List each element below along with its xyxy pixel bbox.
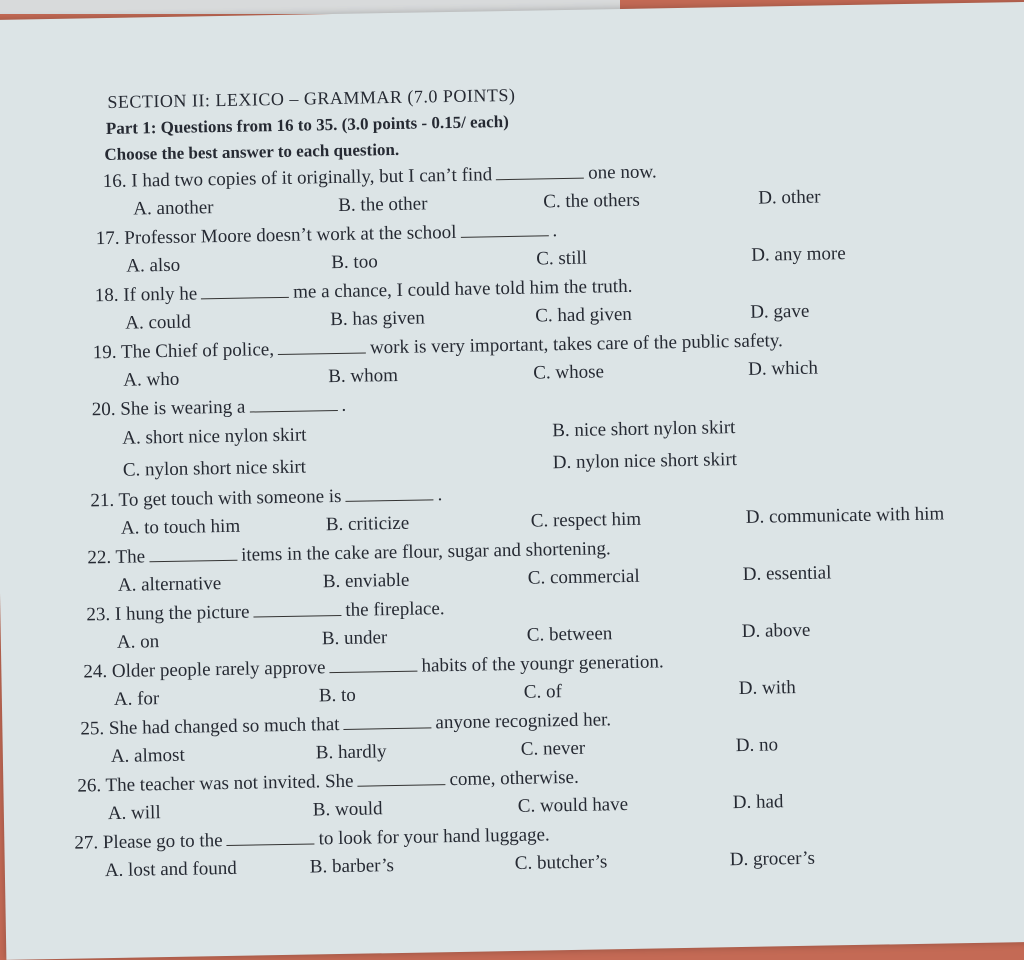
question-stem-end: work is very important, takes care of the public safety. (369, 330, 784, 359)
question-stem-start: To get touch with someone is (118, 485, 342, 511)
answer-option: C. the others (543, 189, 641, 213)
question-stem-start: Older people rarely approve (111, 657, 326, 682)
answer-option: A. short nice nylon skirt (122, 424, 307, 449)
question-stem-start: I had two copies of it originally, but I can’t find (131, 164, 493, 192)
instruction: Choose the best answer to each question. (104, 139, 400, 165)
question-stem-end: one now. (588, 161, 657, 184)
answer-option: C. butcher’s (514, 851, 608, 874)
answer-option: B. criticize (325, 512, 410, 536)
answer-blank (249, 396, 337, 413)
answer-option: C. between (526, 623, 613, 646)
question-stem-start: She had changed so much that (108, 714, 340, 740)
answer-option: C. of (523, 681, 562, 703)
question-number: 23. (86, 603, 111, 626)
question-stem-end: the fireplace. (345, 598, 445, 621)
answer-option: A. alternative (117, 573, 222, 596)
question-list (74, 153, 1024, 886)
question-stem-end: habits of the youngr generation. (421, 651, 664, 677)
answer-option: A. on (116, 631, 160, 653)
question-stem-start: The teacher was not invited. She (105, 770, 354, 797)
exam-page (0, 1, 1024, 960)
question-stem-start: Please go to the (102, 830, 223, 854)
question-stem-start: Professor Moore doesn’t work at the school (124, 221, 457, 249)
answer-blank (460, 221, 548, 238)
answer-option: B. to (318, 684, 356, 707)
answer-option: A. will (107, 802, 161, 825)
answer-option: B. would (312, 798, 383, 821)
question-number: 26. (77, 775, 102, 797)
answer-option: D. essential (742, 562, 832, 585)
answer-option: C. commercial (527, 565, 640, 589)
question-number: 21. (90, 489, 115, 512)
answer-blank (201, 283, 289, 300)
answer-option: A. for (113, 688, 160, 710)
answer-option: D. no (735, 734, 779, 757)
question-stem-start: The (115, 546, 146, 568)
answer-option: B. whom (328, 364, 399, 388)
question-item (92, 381, 1024, 487)
question-stem-end: . (341, 394, 347, 416)
answer-option: C. whose (533, 361, 605, 384)
answer-blank (226, 829, 314, 846)
answer-option: B. too (331, 251, 378, 274)
question-stem-start: If only he (123, 283, 198, 306)
answer-option: B. the other (338, 193, 428, 216)
answer-option: A. who (123, 368, 180, 391)
answer-option: C. respect him (530, 508, 642, 532)
question-number: 27. (74, 832, 99, 854)
answer-option: D. had (732, 791, 784, 814)
answer-option: C. still (536, 247, 588, 270)
answer-option: B. hardly (315, 741, 387, 764)
answer-option: A. another (133, 197, 214, 220)
answer-blank (329, 657, 417, 674)
question-stem-end: items in the cake are flour, sugar and shortening. (240, 538, 611, 566)
answer-option: D. communicate with him (745, 503, 945, 528)
answer-option: A. lost and found (104, 857, 237, 882)
answer-option: D. grocer’s (729, 847, 816, 871)
answer-option: D. with (738, 677, 796, 700)
answer-option: D. other (758, 186, 821, 209)
answer-option: B. nice short nylon skirt (552, 417, 736, 442)
answer-blank (343, 713, 431, 730)
question-number: 16. (102, 170, 127, 193)
answer-blank (357, 770, 445, 787)
question-number: 22. (87, 546, 112, 569)
answer-option: C. had given (535, 303, 632, 327)
question-number: 20. (91, 398, 116, 421)
answer-option: B. enviable (322, 569, 410, 593)
answer-blank (345, 485, 433, 502)
answer-option: D. nylon nice short skirt (552, 449, 738, 474)
question-stem-end: . (437, 484, 443, 506)
question-stem-end: to look for your hand luggage. (318, 824, 550, 850)
question-number: 24. (83, 661, 108, 683)
question-stem-start: The Chief of police, (120, 339, 275, 363)
answer-option: A. almost (110, 744, 185, 768)
question-number: 17. (95, 227, 120, 250)
question-number: 25. (80, 718, 105, 740)
answer-option: C. nylon short nice skirt (122, 456, 307, 481)
answer-option: B. barber’s (309, 855, 395, 878)
answer-option: C. would have (517, 793, 629, 817)
question-stem-end: anyone recognized her. (435, 709, 612, 734)
answer-option: D. gave (750, 300, 810, 323)
answer-option: A. also (126, 254, 181, 277)
answer-option: C. never (520, 737, 586, 760)
section-title: SECTION II: LEXICO – GRAMMAR (7.0 POINTS) (107, 84, 516, 112)
question-number: 19. (92, 341, 117, 364)
question-stem-end: . (552, 220, 558, 242)
question-number: 18. (94, 284, 119, 307)
answer-option: B. has given (330, 307, 425, 331)
answer-blank (496, 164, 584, 181)
answer-option: D. above (741, 619, 811, 642)
answer-option: D. any more (751, 243, 846, 266)
answer-blank (278, 338, 366, 355)
answer-option: B. under (321, 627, 388, 650)
page-content (74, 76, 1024, 887)
question-stem-start: She is wearing a (120, 396, 246, 420)
answer-option: A. to touch him (120, 515, 241, 539)
question-stem-end: come, otherwise. (449, 766, 579, 791)
answer-blank (149, 546, 237, 563)
answer-blank (253, 601, 341, 618)
question-stem-end: me a chance, I could have told him the truth. (292, 275, 633, 303)
question-stem-start: I hung the picture (114, 601, 250, 625)
part-title: Part 1: Questions from 16 to 35. (3.0 points - 0.15/ each) (105, 111, 509, 138)
answer-option: D. which (748, 357, 819, 380)
answer-option: A. could (125, 311, 191, 334)
